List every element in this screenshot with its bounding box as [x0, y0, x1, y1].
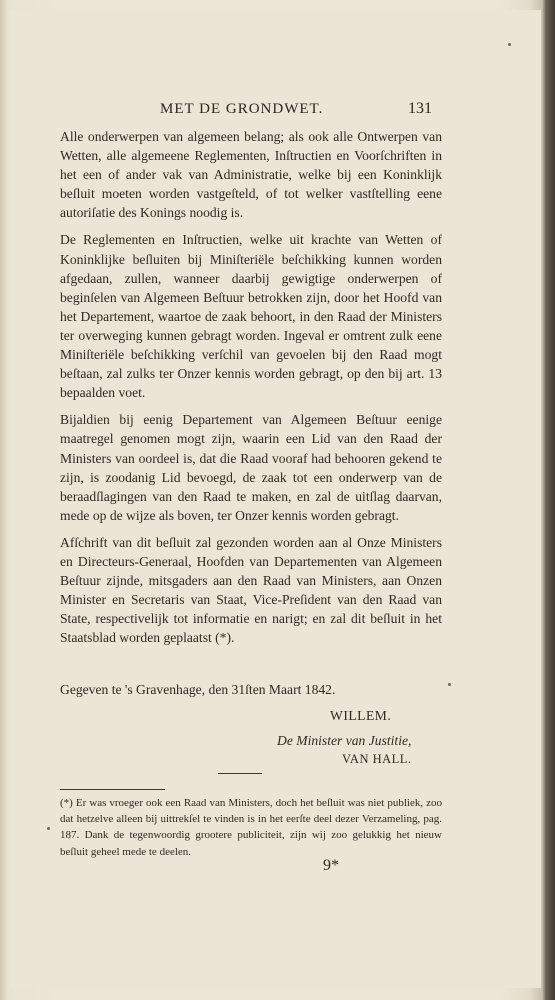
paragraph: Bijaldien bij eenig Departement van Algemeen Beſtuur eenige maatregel genomen mogt zijn, waarin een Lid van den Raad der Ministers van oordeel is, dat die Raad vooraf had behooren gekend te zijn, is zoodanig Lid bevoegd, de zaak tot een onderwerp van de beraadſlagingen van den Raad te maken, en zal de uitſlag daarvan, mede op de wijze als boven, ter Onzer kennis worden gebragt.: [60, 412, 442, 523]
minister-title: De Minister van Justitie,: [277, 733, 412, 748]
footnote-divider: [60, 789, 165, 790]
section-divider: [218, 773, 262, 774]
paper-speck: [508, 43, 511, 46]
king-signature: WILLEM.: [330, 708, 392, 723]
paragraph: Alle onderwerpen van algemeen belang; als ook alle Ontwerpen van Wetten, alle algemeene Reglementen, Inſtructien en Voorſchriften in het een of ander vak van Administratie, welke bij een Koninklijk beſluit moeten worden vastgeſteld, of tot welker vastſtelling eene autoriſatie des Konings noodig is.: [60, 129, 442, 221]
running-title: MET DE GRONDWET.: [160, 101, 324, 117]
footnote: (*) Er was vroeger ook een Raad van Ministers, doch het beſluit was niet publiek, zoo dat hetzelve alleen bij uittrekſel te vinden is in het eerſte deel dezer Verzameling, pag. 187. Dank de tegenwoordig grootere publiciteit, zijn wij zoo gelukkig het nieuw beſluit geheel mede te deelen.: [60, 797, 442, 858]
printer-signature-mark: 9*: [323, 857, 339, 874]
paper-speck: [448, 683, 451, 686]
page-number: 131: [408, 100, 432, 117]
paragraph: Afſchrift van dit beſluit zal gezonden worden aan al Onze Ministers en Directeurs-Generaal, Hoofden van Departementen van Algemeen Beſtuur zijnde, mitsgaders aan den Raad van Ministers, aan Onzen Minister en Secretaris van Staat, Vice-Preſident van den Raad van State, respectivelijk tot informatie en narigt; en zal dit beſluit in het Staatsblad worden geplaatst (*).: [60, 534, 442, 646]
body-text: [60, 127, 442, 655]
minister-name: VAN HALL.: [342, 752, 412, 766]
paragraph: De Reglementen en Inſtructien, welke uit krachte van Wetten of Koninklijke beſluiten bij Miniſteriële beſchikking kunnen worden afgedaan, zullen, wanneer daarbij gewigtige onderwerpen of beginſelen van Algemeen Beſtuur betrokken zijn, door het Hoofd van het Departement, waartoe de zaak behoort, in den Raad der Ministers ter overweging kunnen gebragt worden. Ingeval er omtrent zulk eene Miniſteriële beſchikking verſchil van gevoelen bij den Raad mogt beſtaan, zal zulks ter Onzer kennis worden gebragt, op den bij art. 13 bepaalden voet.: [60, 232, 442, 401]
date-line: Gegeven te 's Gravenhage, den 31ſten Maart 1842.: [60, 682, 336, 697]
paper-speck: [47, 827, 50, 830]
